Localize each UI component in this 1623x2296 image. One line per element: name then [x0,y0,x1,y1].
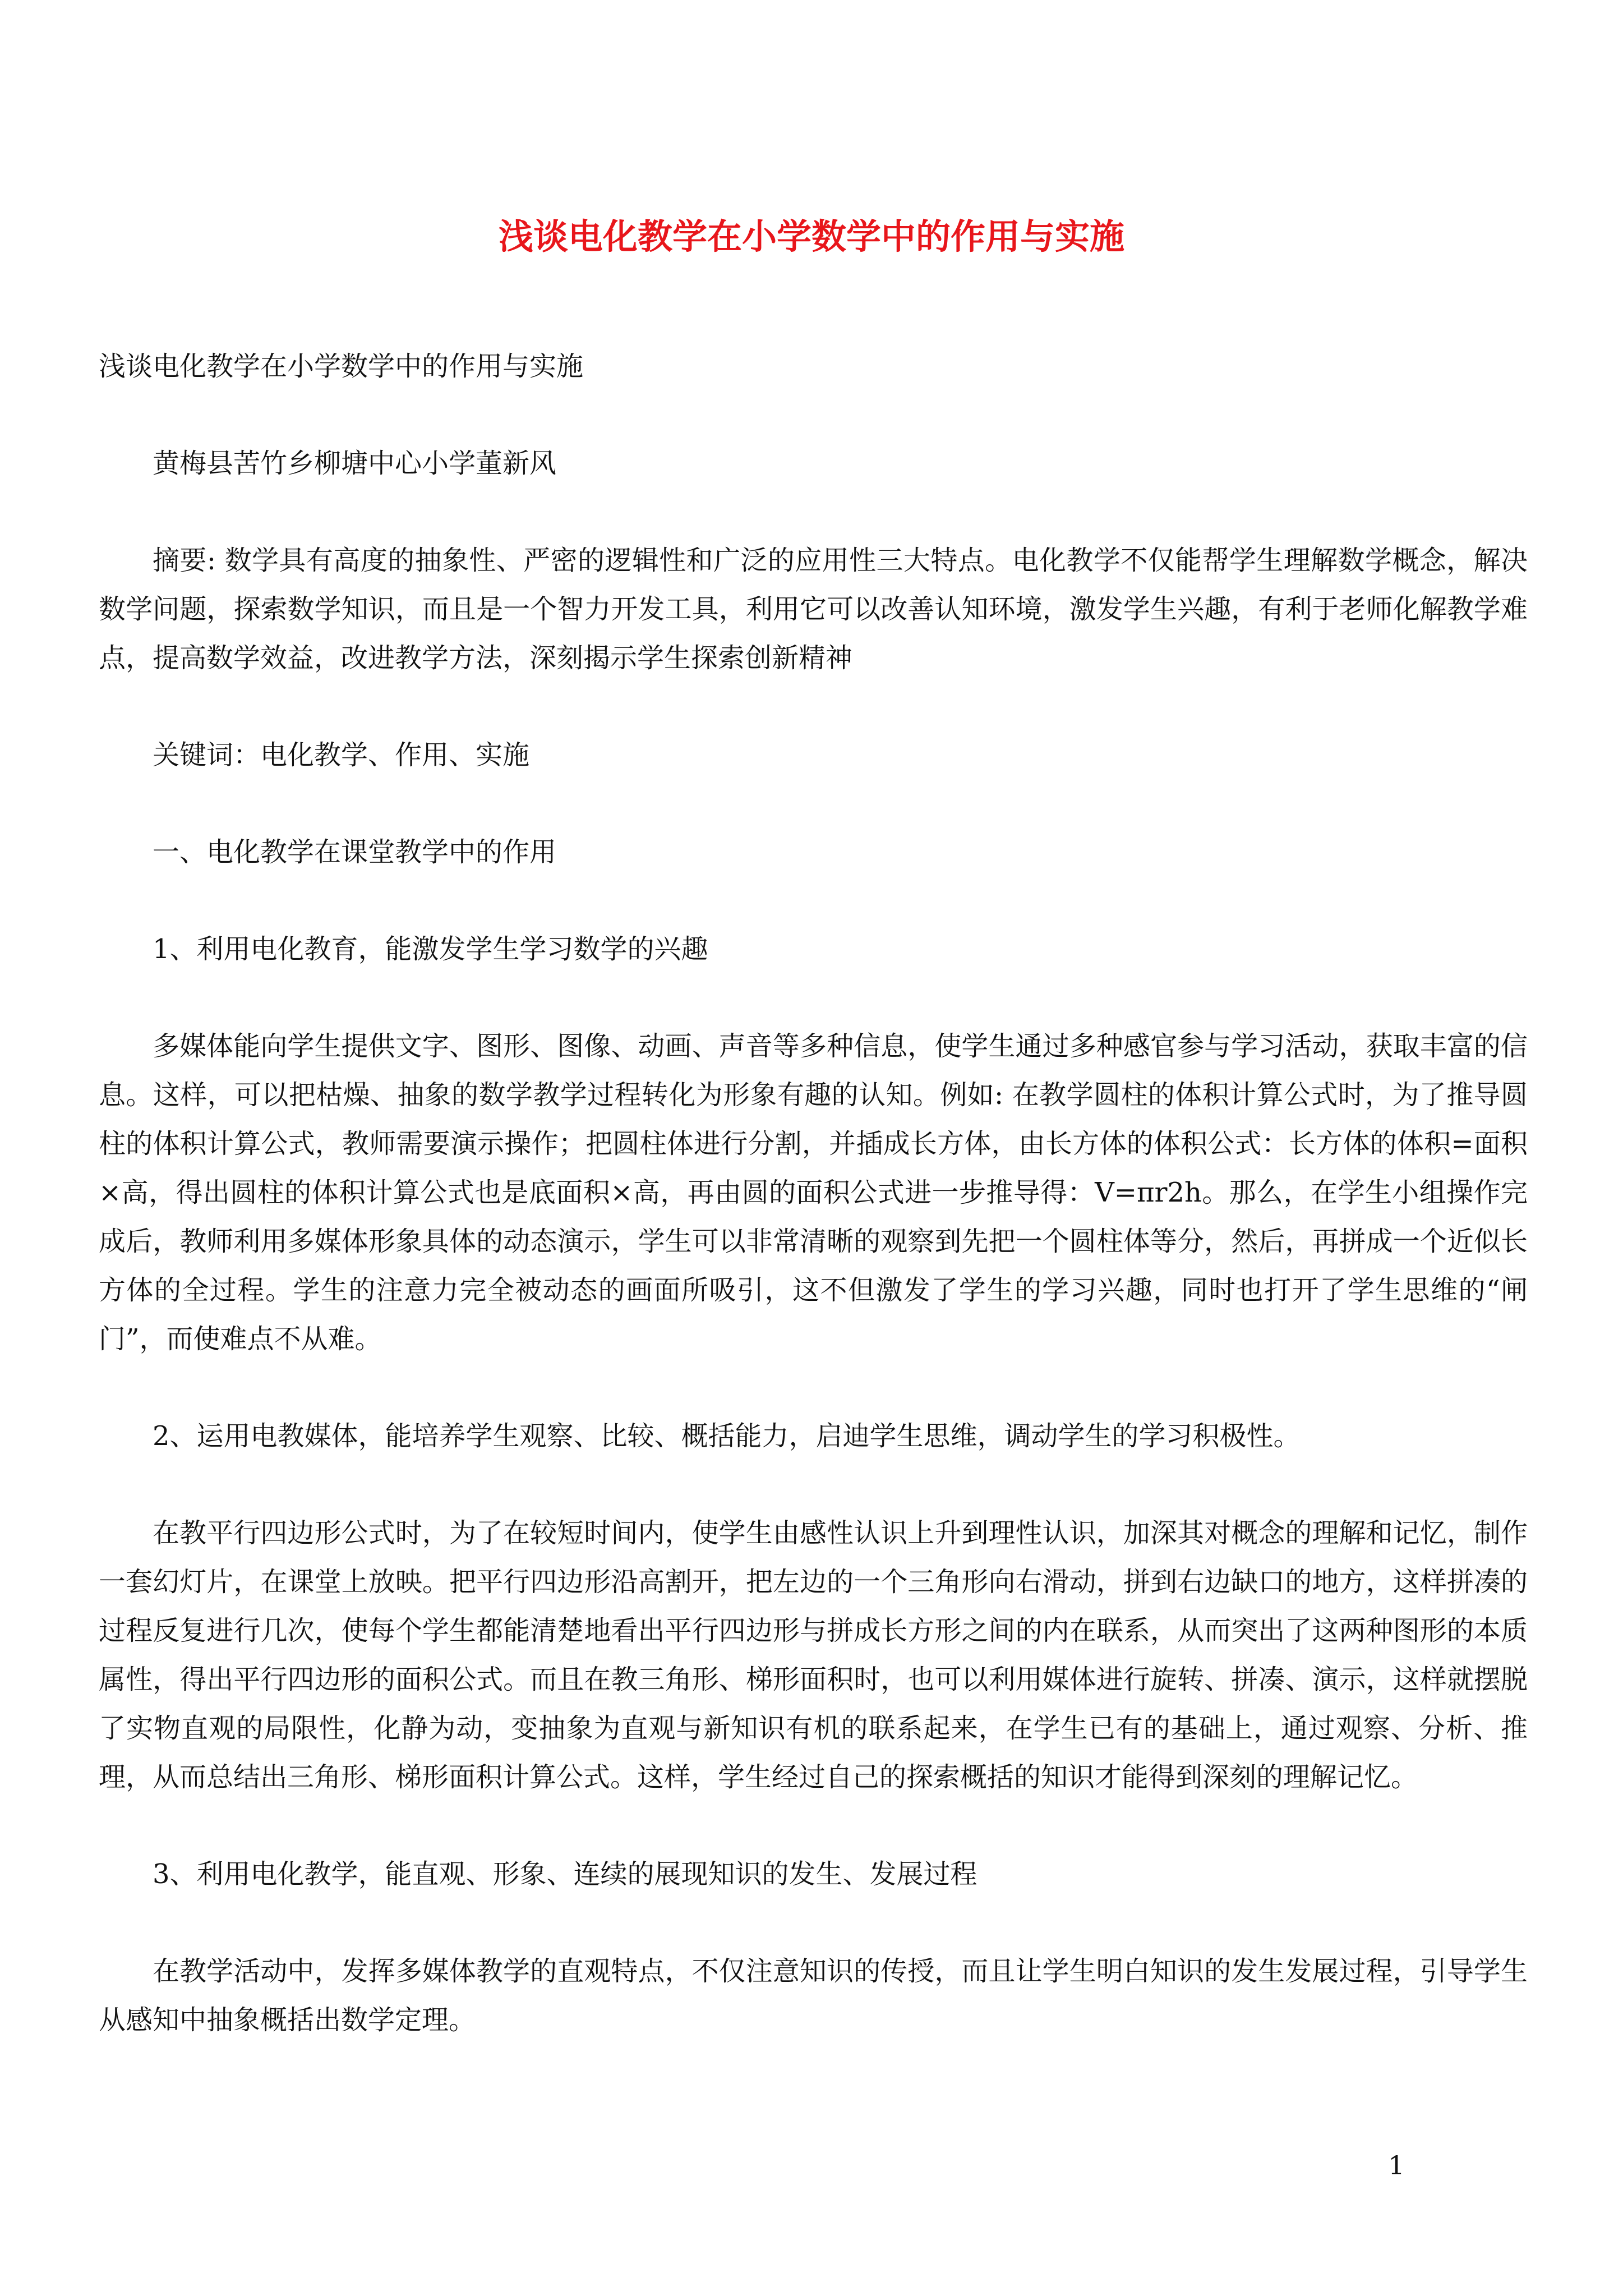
keywords: 关键词：电化教学、作用、实施 [153,739,530,771]
author-line: 黄梅县苦竹乡柳塘中心小学董新风 [153,448,557,479]
section-heading: 一、电化教学在课堂教学中的作用 [153,836,557,868]
body-paragraph: 在教平行四边形公式时，为了在较短时间内，使学生由感性认识上升到理性认识，加深其对概念的理解和记忆，制作一套幻灯片，在课堂上放映。把平行四边形沿高割开，把左边的一个三角形向右滑动，拼到右边缺口的地方，这样拼凑的过程反复进行几次，使每个学生都能清楚地看出平行四边形与拼成长方形之间的内在联系，从而突出了这两种图形的本质属性，得出平行四边形的面积公式。而且在教三角形、梯形面积时，也可以利用媒体进行旋转、拼凑、演示，这样就摆脱了实物直观的局限性，化静为动，变抽象为直观与新知识有机的联系起来，在学生已有的基础上，通过观察、分析、推理，从而总结出三角形、梯形面积计算公式。这样，学生经过自己的探索概括的知识才能得到深刻的理解记忆。 [99,1517,1528,1793]
document-body [99,342,1528,2045]
item-heading: 1、利用电化教育，能激发学生学习数学的兴趣 [153,933,708,965]
document-title: 浅谈电化教学在小学数学中的作用与实施 [498,216,1124,257]
page-number: 1 [1388,2150,1405,2180]
item-heading: 2、运用电教媒体，能培养学生观察、比较、概括能力，启迪学生思维，调动学生的学习积极性。 [153,1420,1301,1452]
abstract: 摘要: 数学具有高度的抽象性、严密的逻辑性和广泛的应用性三大特点。电化教学不仅能帮学生理解数学概念，解决数学问题，探索数学知识，而且是一个智力开发工具，利用它可以改善认知环境，激发学生兴趣，有利于老师化解教学难点，提高数学效益，改进教学方法，深刻揭示学生探索创新精神 [99,545,1528,674]
body-paragraph: 多媒体能向学生提供文字、图形、图像、动画、声音等多种信息，使学生通过多种感官参与学习活动，获取丰富的信息。这样，可以把枯燥、抽象的数学教学过程转化为形象有趣的认知。例如: 在教学圆柱的体积计算公式时，为了推导圆柱的体积计算公式，教师需要演示操作；把圆柱体进行分割，并插成长方体，由长方体的体积公式：长方体的体积=面积×高，得出圆柱的体积计算公式也是底面积×高，再由圆的面积公式进一步推导得：V=πr2h。那么，在学生小组操作完成后，教师利用多媒体形象具体的动态演示，学生可以非常清晰的观察到先把一个圆柱体等分，然后，再拼成一个近似长方体的全过程。学生的注意力完全被动态的画面所吸引，这不但激发了学生的学习兴趣，同时也打开了学生思维的“闸门”，而使难点不从难。 [99,1030,1528,1355]
subtitle: 浅谈电化教学在小学数学中的作用与实施 [99,351,584,382]
item-heading: 3、利用电化教学，能直观、形象、连续的展现知识的发生、发展过程 [153,1858,978,1890]
body-paragraph: 在教学活动中，发挥多媒体教学的直观特点，不仅注意知识的传授，而且让学生明白知识的发生发展过程，引导学生从感知中抽象概括出数学定理。 [99,1955,1528,2036]
